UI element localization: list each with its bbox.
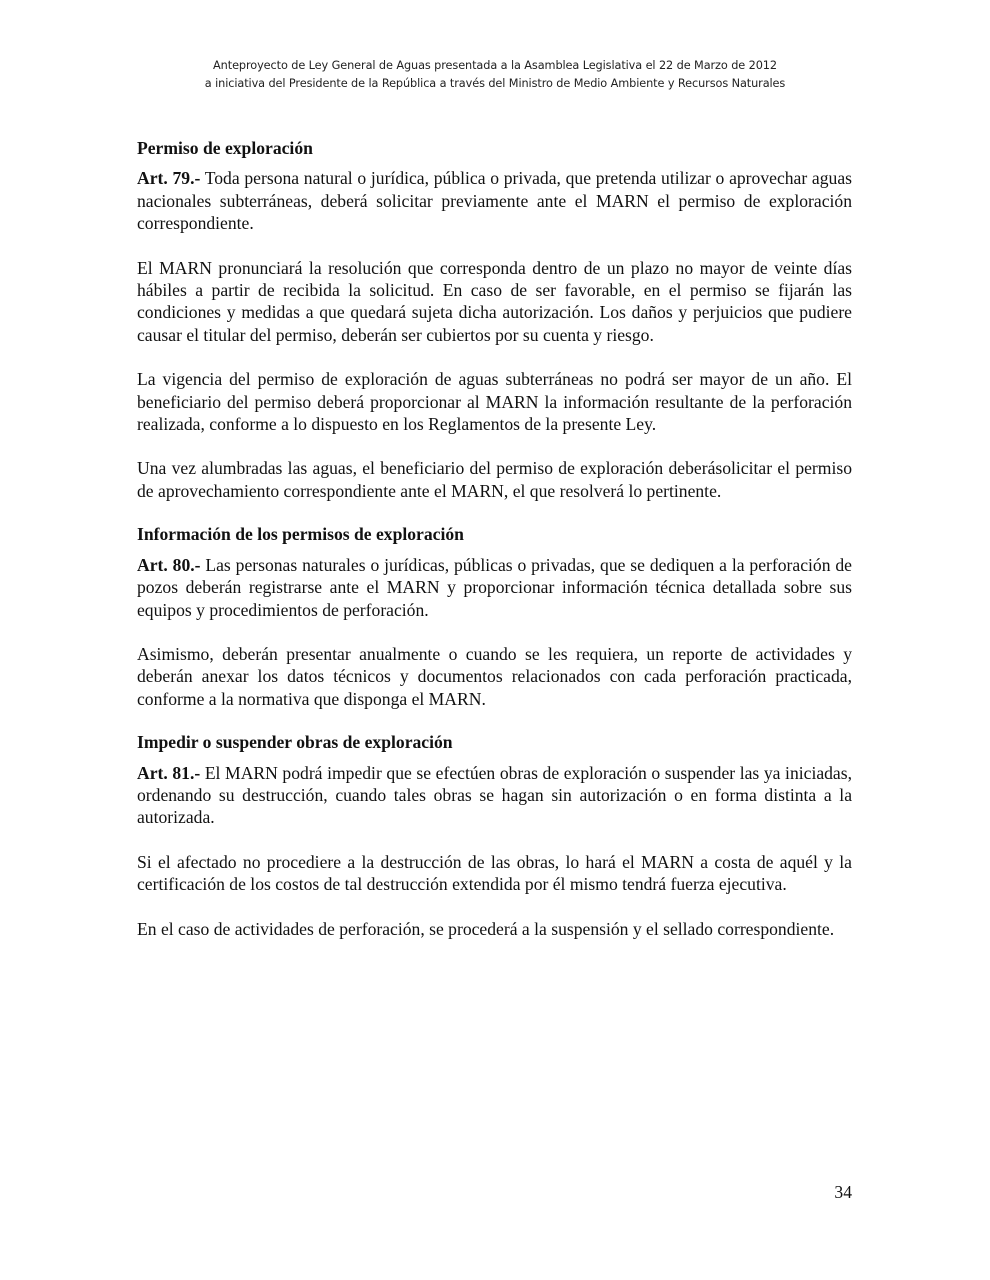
paragraph: El MARN pronunciará la resolución que corresponda dentro de un plazo no mayor de veinte días hábiles a partir de recibida la solicitud. En caso de ser favorable, en el permiso se fijarán las condiciones y medidas a que quedará sujeta dicha autorización. Los daños y perjuicios que pudiere causar el titular del permiso, deberán ser cubiertos por su cuenta y riesgo. bbox=[137, 257, 852, 345]
paragraph-text: Las personas naturales o jurídicas, públicas o privadas, que se dediquen a la perforación de pozos deberán registrarse ante el MARN y proporcionar información técnica detallada sobre sus equipos y procedimientos de perforación. bbox=[137, 554, 852, 620]
article-label: Art. 81.- bbox=[137, 762, 201, 783]
article-label: Art. 79.- bbox=[137, 168, 201, 189]
section-heading: Permiso de exploración bbox=[137, 138, 313, 158]
article-81-paragraph bbox=[137, 762, 852, 829]
article-80-paragraph bbox=[137, 554, 852, 621]
section-informacion-permisos bbox=[137, 523, 852, 710]
section-impedir-suspender bbox=[137, 731, 852, 940]
section-heading: Información de los permisos de exploración bbox=[137, 524, 464, 545]
paragraph: La vigencia del permiso de exploración de aguas subterráneas no podrá ser mayor de un año. El beneficiario del permiso deberá proporcionar al MARN la información resultante de la perforación realizada, conforme a lo dispuesto en los Reglamentos de la presente Ley. bbox=[137, 369, 852, 435]
section-permiso-exploracion bbox=[137, 137, 852, 502]
section-heading: Impedir o suspender obras de exploración bbox=[137, 732, 453, 753]
paragraph: Si el afectado no procediere a la destrucción de las obras, lo hará el MARN a costa de aquél y la certificación de los costos de tal destrucción extendida por él mismo tendrá fuerza ejecutiva. bbox=[137, 851, 852, 895]
page-header bbox=[0, 57, 990, 93]
header-line-2: a iniciativa del Presidente de la República a través del Ministro de Medio Ambiente y Recursos Naturales bbox=[204, 77, 786, 90]
paragraph: Una vez alumbradas las aguas, el beneficiario del permiso de exploración deberásolicitar el permiso de aprovechamiento correspondiente ante el MARN, el que resolverá lo pertinente. bbox=[137, 458, 852, 501]
paragraph: Asimismo, deberán presentar anualmente o cuando se les requiera, un reporte de actividades y deberán anexar los datos técnicos y documentos relacionados con cada perforación practicada, conforme a la normativa que disponga el MARN. bbox=[137, 643, 852, 709]
article-label: Art. 80.- bbox=[137, 554, 201, 575]
paragraph-text: El MARN podrá impedir que se efectúen obras de exploración o suspender las ya iniciadas, ordenando su destrucción, cuando tales obras se hagan sin autorización o en forma distinta a la autorizada. bbox=[137, 762, 852, 828]
paragraph-text: Toda persona natural o jurídica, pública o privada, que pretenda utilizar o aprovechar aguas nacionales subterráneas, deberá solicitar previamente ante el MARN el permiso de exploración correspondiente. bbox=[137, 168, 852, 234]
article-79-paragraph bbox=[137, 167, 852, 234]
paragraph: En el caso de actividades de perforación, se procederá a la suspensión y el sellado correspondiente. bbox=[137, 918, 835, 939]
page-number: 34 bbox=[834, 1182, 852, 1202]
header-line-1: Anteproyecto de Ley General de Aguas presentada a la Asamblea Legislativa el 22 de Marzo de 2012 bbox=[213, 59, 777, 72]
document-body bbox=[137, 137, 852, 962]
